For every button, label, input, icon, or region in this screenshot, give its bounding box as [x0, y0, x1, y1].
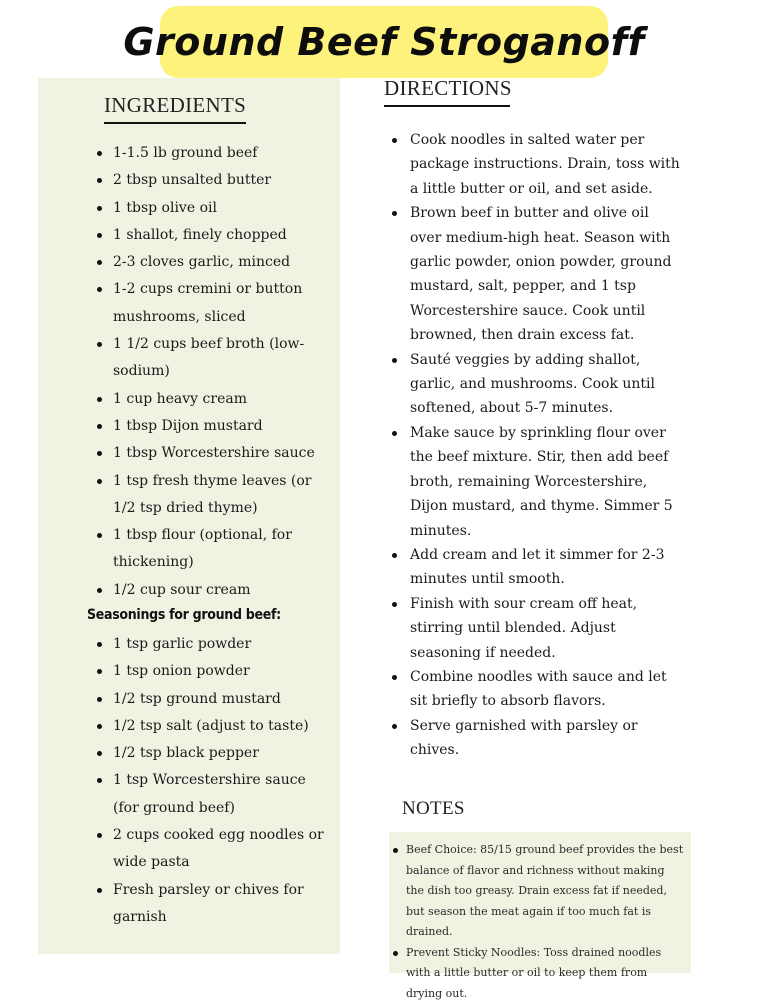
- ingredient-item: 1 tsp fresh thyme leaves (or 1/2 tsp dried thyme): [113, 468, 335, 523]
- seasonings-heading: Seasonings for ground beef:: [87, 607, 281, 623]
- directions-heading: DIRECTIONS: [384, 76, 510, 107]
- note-item: Prevent Sticky Noodles: Toss drained noodles with a little butter or oil to keep them from drying out.: [406, 943, 686, 1004]
- direction-step: Finish with sour cream off heat, stirring until blended. Adjust seasoning if needed.: [410, 592, 680, 665]
- seasoning-item: 2 cups cooked egg noodles or wide pasta: [113, 822, 335, 877]
- ingredient-item: 1 tbsp olive oil: [113, 195, 335, 222]
- ingredient-item: 1 shallot, finely chopped: [113, 222, 335, 249]
- ingredient-item: 1-1.5 lb ground beef: [113, 140, 335, 167]
- direction-step: Serve garnished with parsley or chives.: [410, 714, 680, 763]
- ingredient-item: 1 tbsp Dijon mustard: [113, 413, 335, 440]
- ingredients-list: [113, 140, 335, 604]
- note-item: Beef Choice: 85/15 ground beef provides the best balance of flavor and richness without making the dish too greasy. Drain excess fat if needed, but season the meat again if too much fat is drained.: [406, 840, 686, 943]
- direction-step: Make sauce by sprinkling flour over the beef mixture. Stir, then add beef broth, remaining Worcestershire, Dijon mustard, and thyme. Simmer 5 minutes.: [410, 421, 680, 543]
- ingredient-item: 2-3 cloves garlic, minced: [113, 249, 335, 276]
- notes-heading: NOTES: [402, 798, 465, 824]
- seasoning-item: 1 tsp onion powder: [113, 658, 335, 685]
- ingredient-item: 1 cup heavy cream: [113, 386, 335, 413]
- ingredient-item: 2 tbsp unsalted butter: [113, 167, 335, 194]
- ingredient-item: 1 tbsp flour (optional, for thickening): [113, 522, 335, 577]
- ingredients-heading: INGREDIENTS: [104, 93, 246, 124]
- direction-step: Add cream and let it simmer for 2-3 minutes until smooth.: [410, 543, 680, 592]
- ingredient-item: 1 1/2 cups beef broth (low-sodium): [113, 331, 335, 386]
- title-banner: [160, 6, 608, 78]
- page-title: Ground Beef Stroganoff: [123, 20, 644, 64]
- direction-step: Sauté veggies by adding shallot, garlic, and mushrooms. Cook until softened, about 5-7 minutes.: [410, 348, 680, 421]
- seasoning-item: Fresh parsley or chives for garnish: [113, 877, 335, 932]
- direction-step: Cook noodles in salted water per package instructions. Drain, toss with a little butter or oil, and set aside.: [410, 128, 680, 201]
- direction-step: Combine noodles with sauce and let sit briefly to absorb flavors.: [410, 665, 680, 714]
- ingredient-item: 1-2 cups cremini or button mushrooms, sliced: [113, 276, 335, 331]
- seasoning-item: 1/2 tsp black pepper: [113, 740, 335, 767]
- direction-step: Brown beef in butter and olive oil over medium-high heat. Season with garlic powder, onion powder, ground mustard, salt, pepper, and 1 tsp Worcestershire sauce. Cook until browned, then drain excess fat.: [410, 201, 680, 347]
- seasoning-item: 1 tsp Worcestershire sauce (for ground beef): [113, 767, 335, 822]
- seasoning-item: 1/2 tsp salt (adjust to taste): [113, 713, 335, 740]
- seasonings-list: [113, 631, 335, 931]
- ingredient-item: 1/2 cup sour cream: [113, 577, 335, 604]
- directions-list: [410, 128, 680, 763]
- seasoning-item: 1 tsp garlic powder: [113, 631, 335, 658]
- seasoning-item: 1/2 tsp ground mustard: [113, 686, 335, 713]
- ingredient-item: 1 tbsp Worcestershire sauce: [113, 440, 335, 467]
- notes-list: [406, 840, 686, 1004]
